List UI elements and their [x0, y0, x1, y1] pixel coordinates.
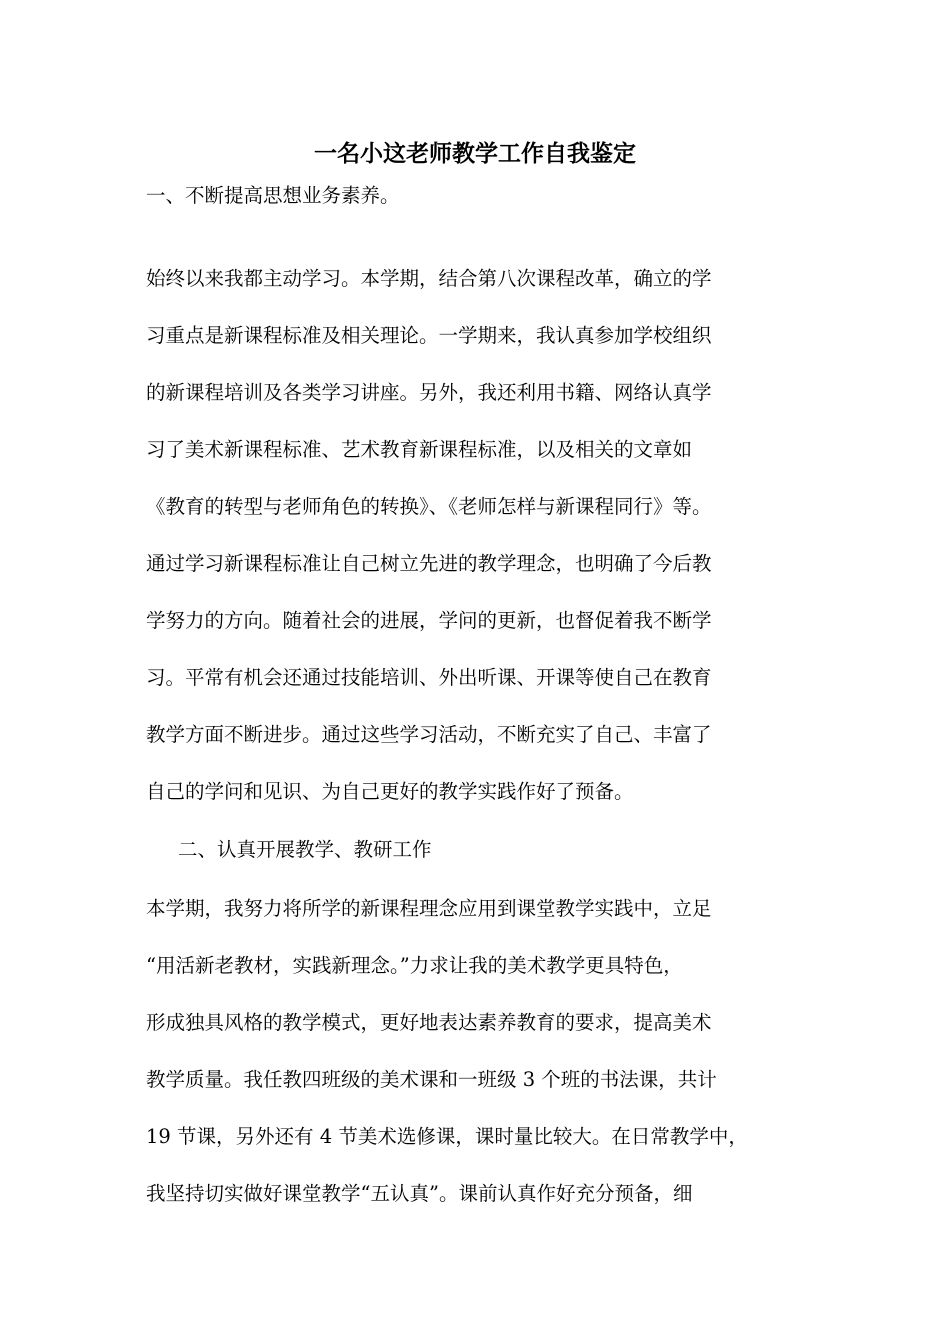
paragraph-line: 本学期，我努力将所学的新课程理念应用到课堂教学实践中，立足 — [146, 897, 712, 920]
paragraph-line: 《教育的转型与老师角色的转换》、《老师怎样与新课程同行》等。 — [146, 495, 712, 518]
paragraph-line: 通过学习新课程标准让自己树立先进的教学理念，也明确了今后教 — [146, 552, 712, 575]
document-title: 一名小这老师教学工作自我鉴定 — [314, 140, 636, 167]
paragraph-line: 教学方面不断进步。通过这些学习活动，不断充实了自己、丰富了 — [146, 723, 712, 746]
section-heading-2: 二、认真开展教学、教研工作 — [178, 838, 432, 861]
paragraph-line: 自己的学问和见识、为自己更好的教学实践作好了预备。 — [146, 780, 634, 803]
paragraph-line: 的新课程培训及各类学习讲座。另外，我还利用书籍、网络认真学 — [146, 381, 712, 404]
paragraph-line: 始终以来我都主动学习。本学期，结合第八次课程改革，确立的学 — [146, 267, 712, 290]
paragraph-line: 学努力的方向。随着社会的进展，学问的更新，也督促着我不断学 — [146, 609, 712, 632]
paragraph-line: 19 节课，另外还有 4 节美术选修课，课时量比较大。在日常教学中， — [146, 1125, 748, 1148]
paragraph-line: 习。平常有机会还通过技能培训、外出听课、开课等使自己在教育 — [146, 666, 712, 689]
paragraph-line: 习了美术新课程标准、艺术教育新课程标准，以及相关的文章如 — [146, 438, 693, 461]
paragraph-line: 我坚持切实做好课堂教学“五认真”。课前认真作好充分预备，细 — [146, 1182, 693, 1205]
paragraph-line: 形成独具风格的教学模式，更好地表达素养教育的要求，提高美术 — [146, 1011, 712, 1034]
paragraph-line: “用活新老教材，实践新理念。”力求让我的美术教学更具特色， — [146, 954, 683, 977]
paragraph-line: 习重点是新课程标准及相关理论。一学期来，我认真参加学校组织 — [146, 324, 712, 347]
paragraph-line: 教学质量。我任教四班级的美术课和一班级 3 个班的书法课，共计 — [146, 1068, 717, 1091]
section-heading-1: 一、不断提高思想业务素养。 — [146, 184, 400, 207]
